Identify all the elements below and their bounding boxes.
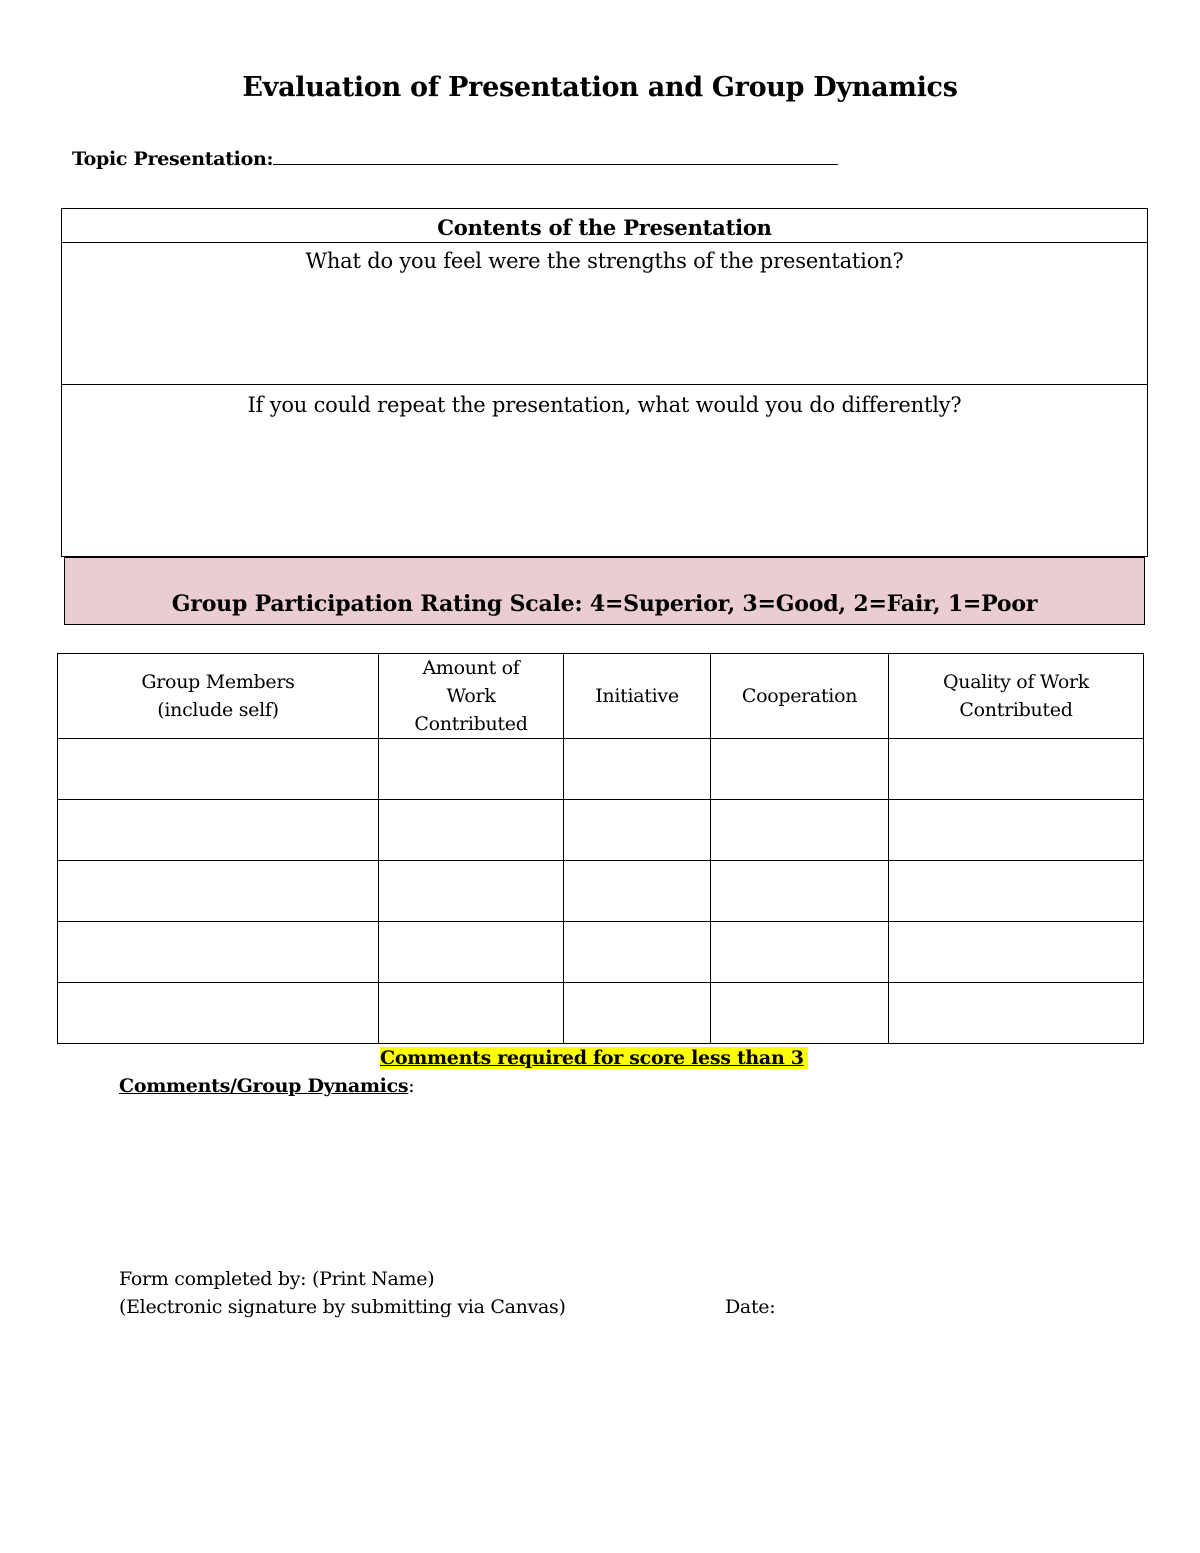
col-amount-line2: Work	[446, 685, 496, 707]
initiative-cell[interactable]	[564, 983, 711, 1044]
member-name-cell[interactable]	[58, 800, 379, 861]
cooperation-cell[interactable]	[711, 922, 889, 983]
signature-note: (Electronic signature by submitting via Canvas)	[119, 1296, 566, 1318]
col-cooperation-label: Cooperation	[741, 685, 858, 707]
col-quality-of-work	[889, 654, 1144, 739]
quality-cell[interactable]	[889, 739, 1144, 800]
col-quality-line1: Quality of Work	[943, 671, 1089, 693]
amount-cell[interactable]	[379, 983, 564, 1044]
repeat-question[interactable]: If you could repeat the presentation, what would you do differently?	[247, 393, 962, 417]
initiative-cell[interactable]	[564, 922, 711, 983]
col-initiative	[564, 654, 711, 739]
group-rating-table	[57, 653, 1144, 1044]
amount-cell[interactable]	[379, 800, 564, 861]
topic-presentation-field	[72, 146, 838, 170]
member-name-cell[interactable]	[58, 922, 379, 983]
col-group-members	[58, 654, 379, 739]
page-title: Evaluation of Presentation and Group Dynamics	[242, 72, 958, 103]
comments-required-note: Comments required for score less than 3	[380, 1047, 808, 1069]
comments-label: Comments/Group Dynamics	[119, 1075, 409, 1097]
topic-presentation-label: Topic Presentation:	[72, 148, 274, 170]
initiative-cell[interactable]	[564, 800, 711, 861]
table-row	[58, 739, 1144, 800]
table-row	[58, 861, 1144, 922]
table-row	[58, 983, 1144, 1044]
cooperation-cell[interactable]	[711, 739, 889, 800]
col-amount-of-work	[379, 654, 564, 739]
amount-cell[interactable]	[379, 861, 564, 922]
amount-cell[interactable]	[379, 922, 564, 983]
initiative-cell[interactable]	[564, 739, 711, 800]
cooperation-cell[interactable]	[711, 800, 889, 861]
contents-section	[61, 208, 1148, 557]
col-quality-line2: Contributed	[959, 699, 1073, 721]
quality-cell[interactable]	[889, 922, 1144, 983]
member-name-cell[interactable]	[58, 983, 379, 1044]
quality-cell[interactable]	[889, 800, 1144, 861]
date-label: Date:	[725, 1296, 776, 1318]
member-name-cell[interactable]	[58, 739, 379, 800]
quality-cell[interactable]	[889, 983, 1144, 1044]
table-row	[58, 922, 1144, 983]
col-group-members-line1: Group Members	[141, 671, 295, 693]
strengths-question[interactable]: What do you feel were the strengths of the presentation?	[62, 243, 1147, 385]
cooperation-cell[interactable]	[711, 983, 889, 1044]
form-completed-by: Form completed by: (Print Name)	[119, 1268, 435, 1290]
member-name-cell[interactable]	[58, 861, 379, 922]
quality-cell[interactable]	[889, 861, 1144, 922]
amount-cell[interactable]	[379, 739, 564, 800]
col-group-members-line2: (include self)	[157, 699, 279, 721]
rating-scale-banner	[64, 557, 1145, 625]
col-cooperation	[711, 654, 889, 739]
table-row	[58, 800, 1144, 861]
contents-header: Contents of the Presentation	[62, 209, 1147, 243]
rating-scale-text: Group Participation Rating Scale: 4=Superior, 3=Good, 2=Fair, 1=Poor	[171, 591, 1038, 617]
table-header-row	[58, 654, 1144, 739]
col-initiative-label: Initiative	[595, 685, 679, 707]
comments-group-dynamics[interactable]	[119, 1075, 414, 1097]
initiative-cell[interactable]	[564, 861, 711, 922]
cooperation-cell[interactable]	[711, 861, 889, 922]
col-amount-line3: Contributed	[414, 713, 528, 735]
comments-colon: :	[408, 1075, 415, 1097]
col-amount-line1: Amount of	[422, 657, 520, 679]
topic-presentation-blank[interactable]	[273, 146, 838, 165]
